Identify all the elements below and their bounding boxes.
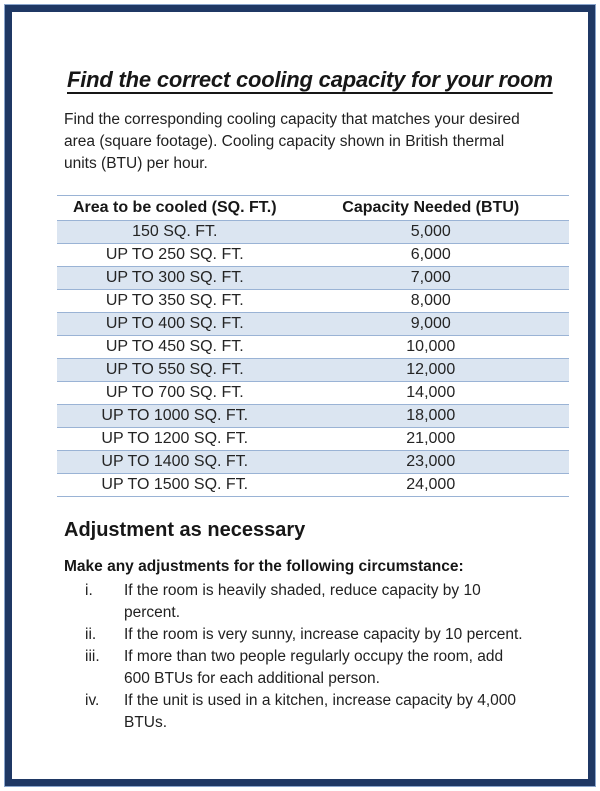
table-row [57, 313, 569, 336]
column-header-area: Area to be cooled (SQ. FT.) [57, 196, 293, 221]
adjustment-item [85, 624, 532, 646]
table-row [57, 474, 569, 497]
table-row [57, 290, 569, 313]
page-content [24, 24, 576, 767]
cell-area: UP TO 350 SQ. FT. [57, 290, 293, 313]
cell-area: UP TO 450 SQ. FT. [57, 336, 293, 359]
cell-capacity: 21,000 [293, 428, 569, 451]
adjustment-list [64, 580, 532, 734]
page-title: Find the correct cooling capacity for your room [67, 67, 553, 92]
list-item-marker: ii. [85, 626, 97, 643]
header-row [57, 196, 569, 221]
cell-area: UP TO 550 SQ. FT. [57, 359, 293, 382]
list-item-text: If the room is heavily shaded, reduce capacity by 10 percent. [124, 582, 481, 621]
adjustment-item [85, 646, 532, 690]
table-row [57, 382, 569, 405]
cell-capacity: 18,000 [293, 405, 569, 428]
table-row [57, 267, 569, 290]
cell-capacity: 7,000 [293, 267, 569, 290]
cell-capacity: 10,000 [293, 336, 569, 359]
table-row [57, 405, 569, 428]
list-item-marker: i. [85, 582, 93, 599]
cell-capacity: 24,000 [293, 474, 569, 497]
cell-capacity: 6,000 [293, 244, 569, 267]
page-border-frame [5, 5, 595, 786]
cell-area: UP TO 1400 SQ. FT. [57, 451, 293, 474]
list-item-marker: iv. [85, 692, 100, 709]
cell-capacity: 14,000 [293, 382, 569, 405]
table-row [57, 428, 569, 451]
adjustment-heading: Adjustment as necessary [64, 519, 306, 541]
list-item-text: If more than two people regularly occupy the room, add 600 BTUs for each additional person. [124, 648, 504, 687]
table-row [57, 336, 569, 359]
capacity-table [57, 195, 569, 497]
cell-capacity: 8,000 [293, 290, 569, 313]
capacity-table-body [57, 221, 569, 497]
cell-capacity: 9,000 [293, 313, 569, 336]
cell-capacity: 23,000 [293, 451, 569, 474]
capacity-table-header [57, 196, 569, 221]
column-header-capacity: Capacity Needed (BTU) [293, 196, 569, 221]
cell-area: UP TO 1500 SQ. FT. [57, 474, 293, 497]
cell-area: UP TO 250 SQ. FT. [57, 244, 293, 267]
table-row [57, 359, 569, 382]
adjustment-item [85, 580, 532, 624]
adjustment-item [85, 690, 532, 734]
intro-paragraph: Find the corresponding cooling capacity that matches your desired area (square footage). Cooling capacity shown in British thermal units (BTU) per hour. [64, 111, 520, 172]
cell-area: 150 SQ. FT. [57, 221, 293, 244]
cell-area: UP TO 400 SQ. FT. [57, 313, 293, 336]
cell-area: UP TO 700 SQ. FT. [57, 382, 293, 405]
table-row [57, 221, 569, 244]
table-row [57, 451, 569, 474]
list-item-text: If the unit is used in a kitchen, increase capacity by 4,000 BTUs. [124, 692, 517, 731]
cell-capacity: 5,000 [293, 221, 569, 244]
table-row [57, 244, 569, 267]
cell-area: UP TO 1000 SQ. FT. [57, 405, 293, 428]
list-item-text: If the room is very sunny, increase capacity by 10 percent. [124, 626, 523, 643]
cell-capacity: 12,000 [293, 359, 569, 382]
list-item-marker: iii. [85, 648, 100, 665]
cell-area: UP TO 300 SQ. FT. [57, 267, 293, 290]
cell-area: UP TO 1200 SQ. FT. [57, 428, 293, 451]
adjustment-lead: Make any adjustments for the following circumstance: [64, 558, 464, 575]
